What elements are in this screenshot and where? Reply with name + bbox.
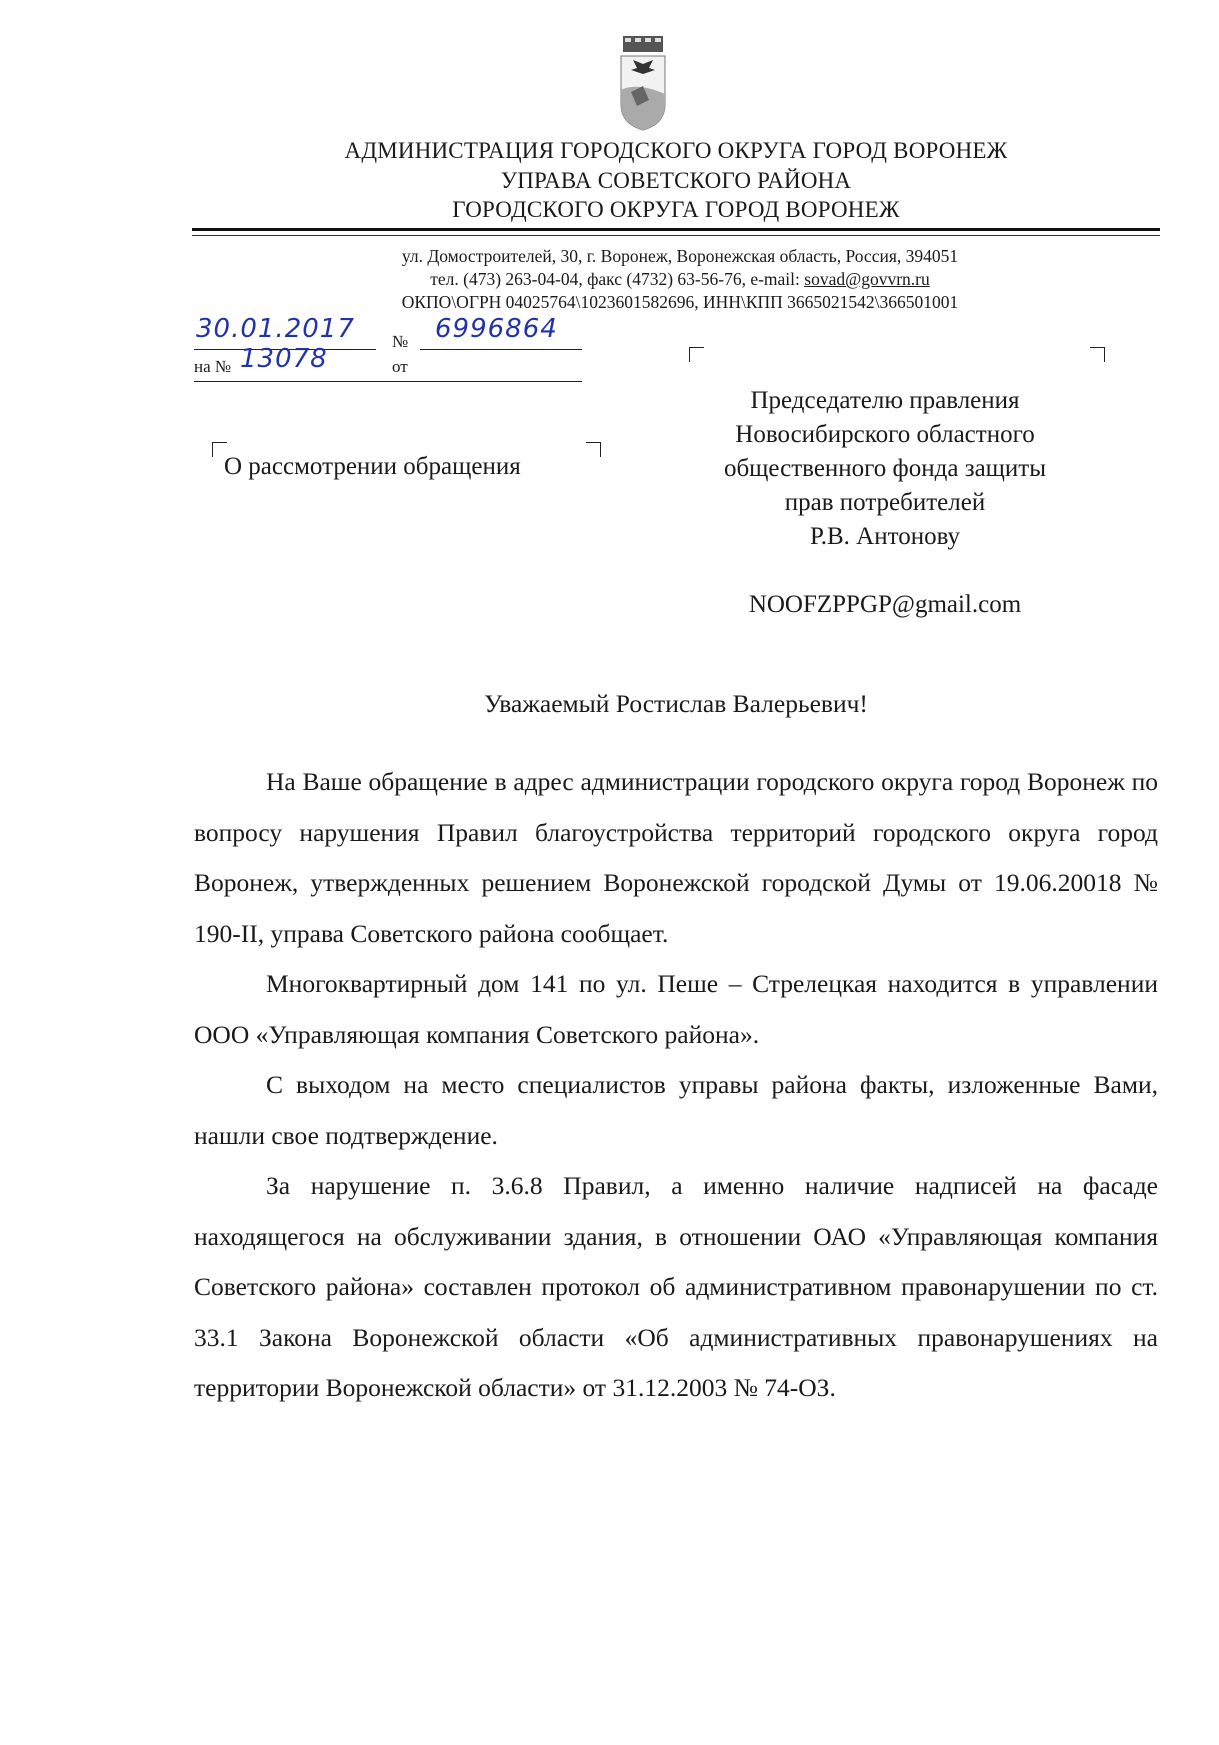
paragraph: На Ваше обращение в адрес администрации городского округа город Воронеж по вопросу нарушения Правил благоустройства территорий городского округа город Воронеж, утвержденных решением Воронежской городской Думы от 19.06.20018 № 190-II, управа Советского района сообщает. [194, 767, 1158, 948]
org-address: ул. Домостроителей, 30, г. Воронеж, Воронежская область, Россия, 394051 [401, 246, 959, 266]
recipient-email: NOOFZPPGP@gmail.com [748, 591, 1022, 618]
number-label: № [392, 332, 409, 351]
coat-of-arms-logo [617, 34, 669, 132]
org-contacts: тел. (473) 263-04-04, факс (4732) 63-56-76, e-mail: [430, 269, 805, 289]
address-corner-right [1090, 347, 1105, 362]
paragraph: Многоквартирный дом 141 по ул. Пеше – Стрелецкая находится в управлении ООО «Управляющая компания Советского района». [194, 969, 1158, 1049]
subject-corner-right [586, 442, 601, 457]
recipient-line: общественного фонда защиты [723, 455, 1047, 482]
header-org-line3: ГОРОДСКОГО ОКРУГА ГОРОД ВОРОНЕЖ [452, 197, 900, 222]
letter-body [194, 757, 1158, 1414]
header-divider [192, 228, 1160, 231]
ref-number: 13078 [240, 344, 328, 374]
number-line [420, 349, 582, 350]
recipient-line: Председателю правления [750, 387, 1020, 414]
recipient-line: прав потребителей [784, 489, 986, 516]
registration-number: 6996864 [435, 314, 558, 344]
ref-number-label: на № [194, 357, 232, 376]
paragraph: С выходом на место специалистов управы района факты, изложенные Вами, нашли свое подтверждение. [194, 1070, 1158, 1150]
recipient-name: Р.В. Антонову [809, 523, 961, 550]
subject-line: О рассмотрении обращения [224, 453, 521, 480]
header-divider-thin [192, 235, 1160, 236]
org-email-link[interactable]: sovad@govvrn.ru [804, 269, 930, 289]
from-label: от [392, 357, 408, 376]
recipient-line: Новосибирского областного [735, 421, 1035, 448]
registration-date: 30.01.2017 [196, 314, 355, 344]
header-org-line1: АДМИНИСТРАЦИЯ ГОРОДСКОГО ОКРУГА ГОРОД ВОРОНЕЖ [344, 138, 1008, 163]
greeting: Уважаемый Ростислав Валерьевич! [484, 689, 868, 718]
header-org-line2: УПРАВА СОВЕТСКОГО РАЙОНА [500, 168, 852, 193]
address-corner-left [689, 347, 704, 362]
ref-line [194, 381, 582, 382]
paragraph: За нарушение п. 3.6.8 Правил, а именно наличие надписей на фасаде находящегося на обслуживании здания, в отношении ОАО «Управляющая компания Советского района» составлен протокол об административном правонарушении по ст. 33.1 Закона Воронежской области «Об административных правонарушениях на территории Воронежской области» от 31.12.2003 № 74-ОЗ. [194, 1171, 1158, 1402]
org-codes: ОКПО\ОГРН 04025764\1023601582696, ИНН\КПП 3665021542\366501001 [401, 292, 959, 312]
recipient-block [640, 384, 1130, 622]
